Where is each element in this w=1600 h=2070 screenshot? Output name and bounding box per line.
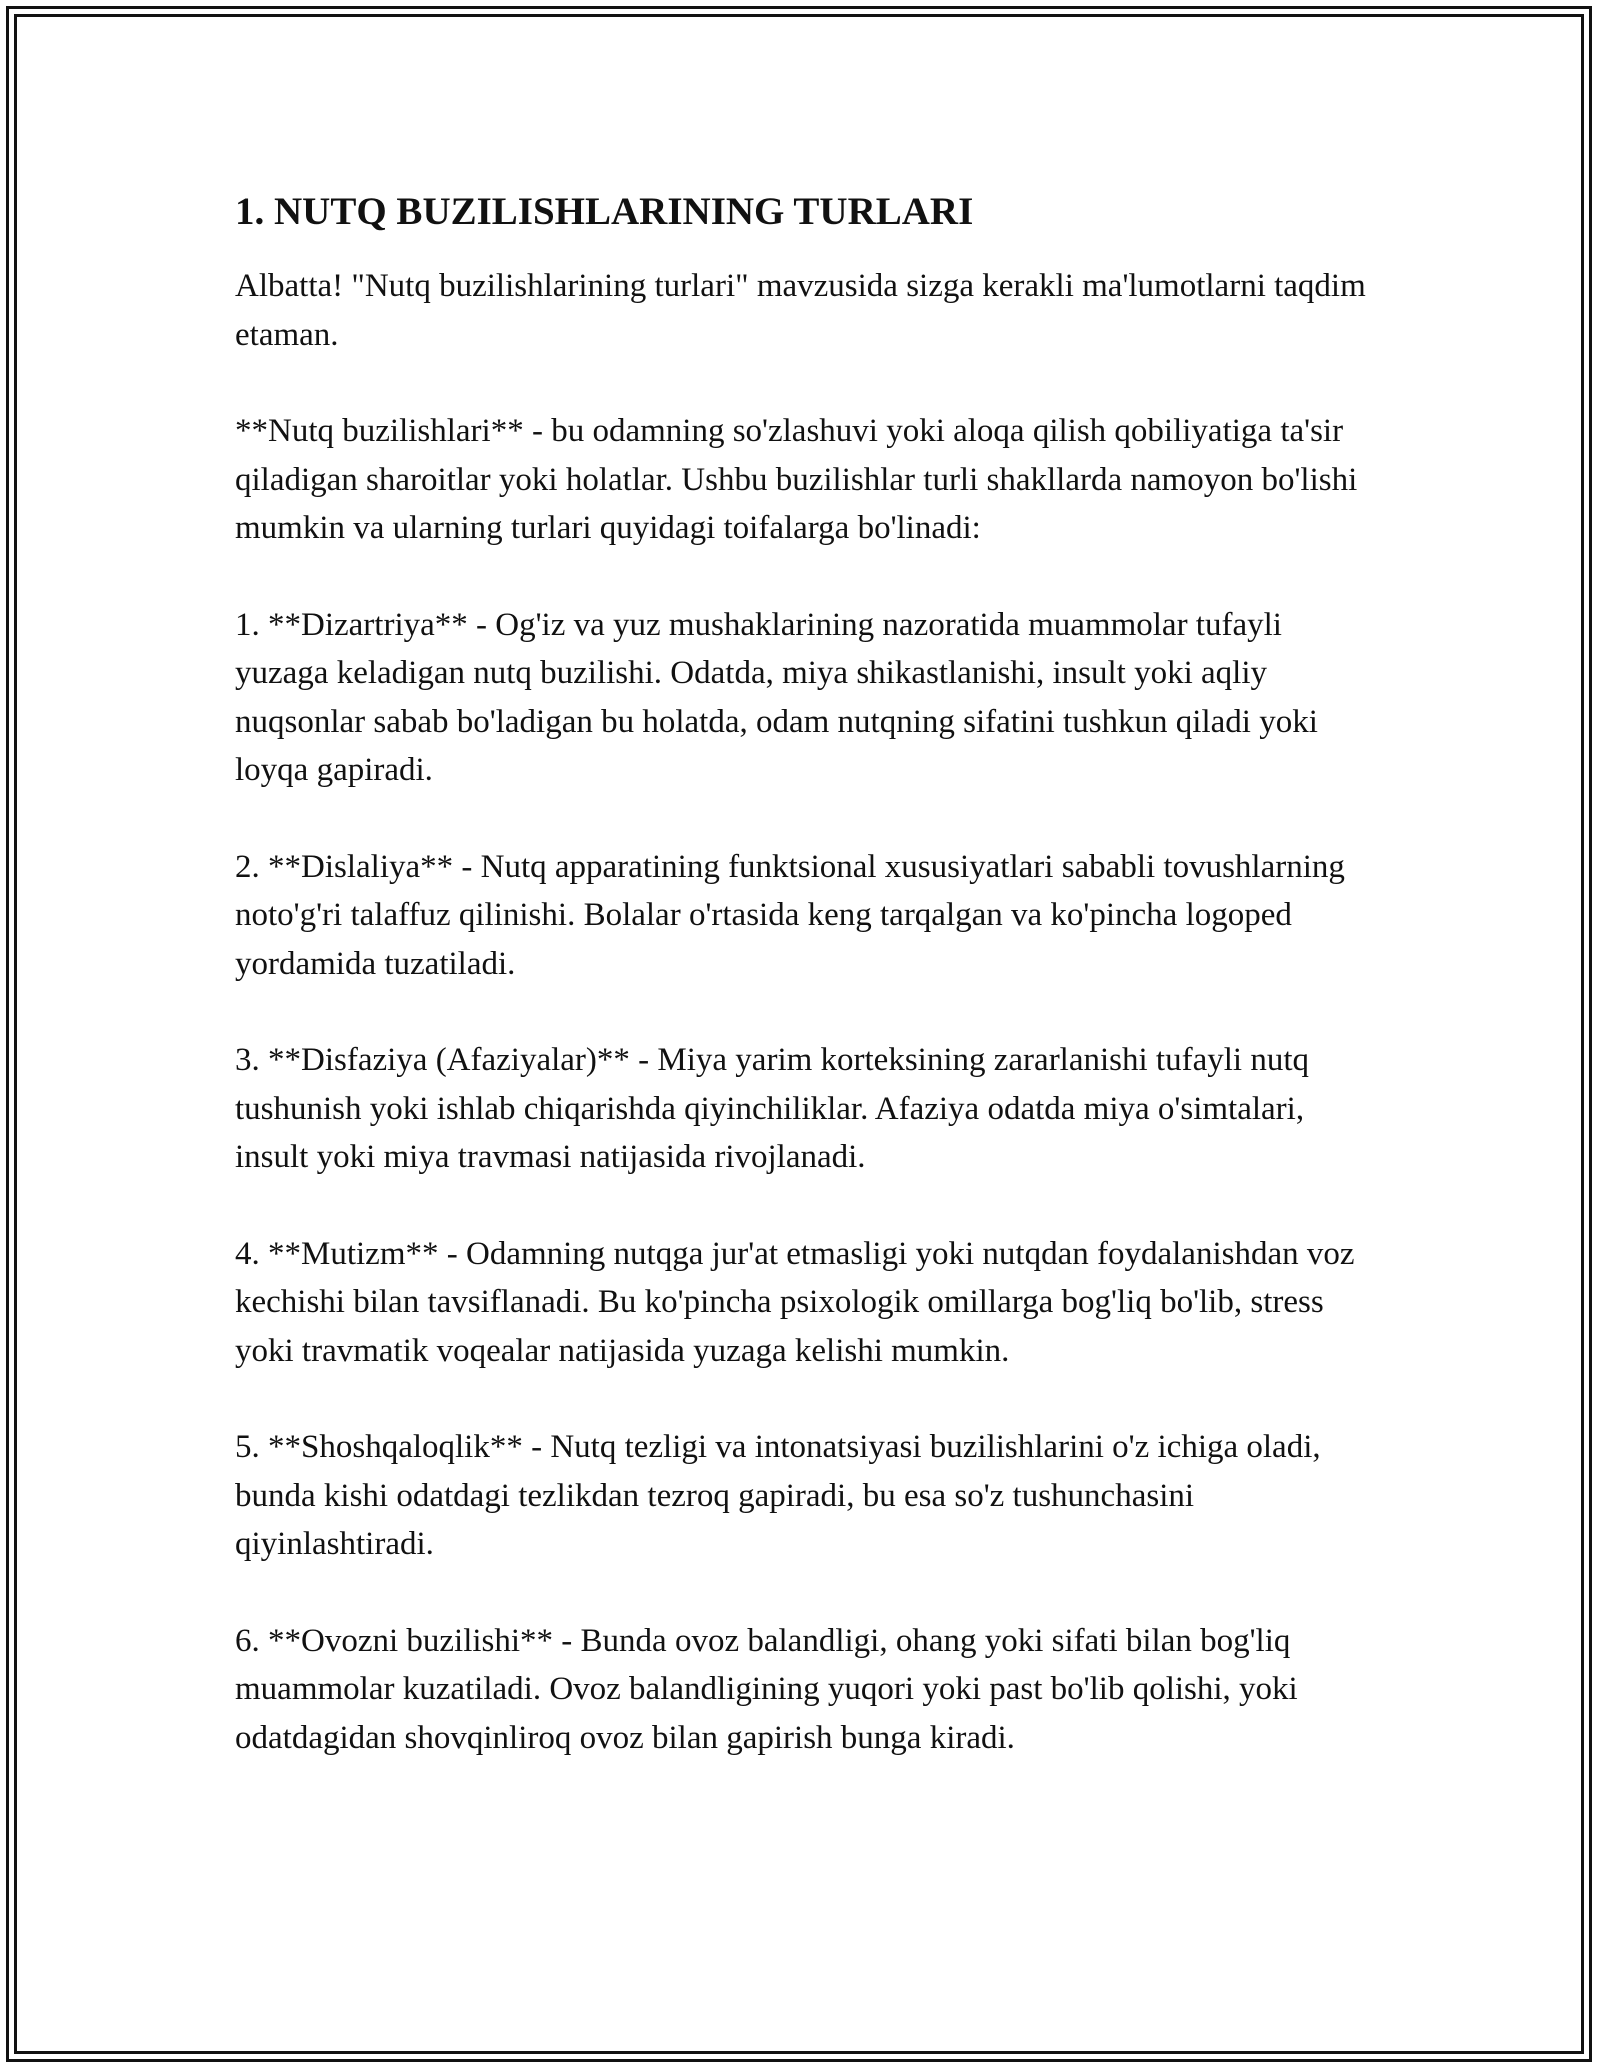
list-item-disfaziya: 3. **Disfaziya (Afaziyalar)** - Miya yarim korteksining zararlanishi tufayli nutq tushunish yoki ishlab chiqarishda qiyinchiliklar. Afaziya odatda miya o'simtalari, insult yoki miya travmasi natijasida rivojlanadi. xyxy=(235,1042,1309,1175)
list-item-dislaliya: 2. **Dislaliya** - Nutq apparatining funktsional xususiyatlari sababli tovushlarning noto'g'ri talaffuz qilinishi. Bolalar o'rtasida keng tarqalgan va ko'pincha logoped yordamida tuzatiladi. xyxy=(235,848,1345,982)
definition-paragraph: **Nutq buzilishlari** - bu odamning so'zlashuvi yoki aloqa qilish qobiliyatiga ta'sir qiladigan sharoitlar yoki holatlar. Ushbu buzilishlar turli shakllarda namoyon bo'lishi mumkin va ularning turlari quyidagi toifalarga bo'linadi: xyxy=(235,413,1358,546)
list-item-mutizm: 4. **Mutizm** - Odamning nutqga jur'at etmasligi yoki nutqdan foydalanishdan voz kechishi bilan tavsiflanadi. Bu ko'pincha psixologik omillarga bog'liq bo'lib, stress yoki travmatik voqealar natijasida yuzaga kelishi mumkin. xyxy=(235,1235,1355,1369)
list-item-shoshqaloqlik: 5. **Shoshqaloqlik** - Nutq tezligi va intonatsiyasi buzilishlarini o'z ichiga oladi, bunda kishi odatdagi tezlikdan tezroq gapiradi, bu esa so'z tushunchasini qiyinlashtiradi. xyxy=(235,1429,1321,1562)
list-item-ovozni-buzilishi: 6. **Ovozni buzilishi** - Bunda ovoz balandligi, ohang yoki sifati bilan bog'liq muammolar kuzatiladi. Ovoz balandligining yuqori yoki past bo'lib qolishi, yoki odatdagidan shovqinliroq ovoz bilan gapirish bunga kiradi. xyxy=(235,1622,1298,1756)
intro-paragraph: Albatta! "Nutq buzilishlarining turlari" mavzusida sizga kerakli ma'lumotlarni taqdim etaman. xyxy=(235,268,1366,353)
document-title: 1. NUTQ BUZILISHLARINING TURLARI xyxy=(235,190,974,233)
list-item-dizartriya: 1. **Dizartriya** - Og'iz va yuz mushaklarining nazoratida muammolar tufayli yuzaga keladigan nutq buzilishi. Odatda, miya shikastlanishi, insult yoki aqliy nuqsonlar sabab bo'ladigan bu holatda, odam nutqning sifatini tushkun qiladi yoki loyqa gapiradi. xyxy=(235,606,1318,788)
document-body xyxy=(235,186,1375,1762)
